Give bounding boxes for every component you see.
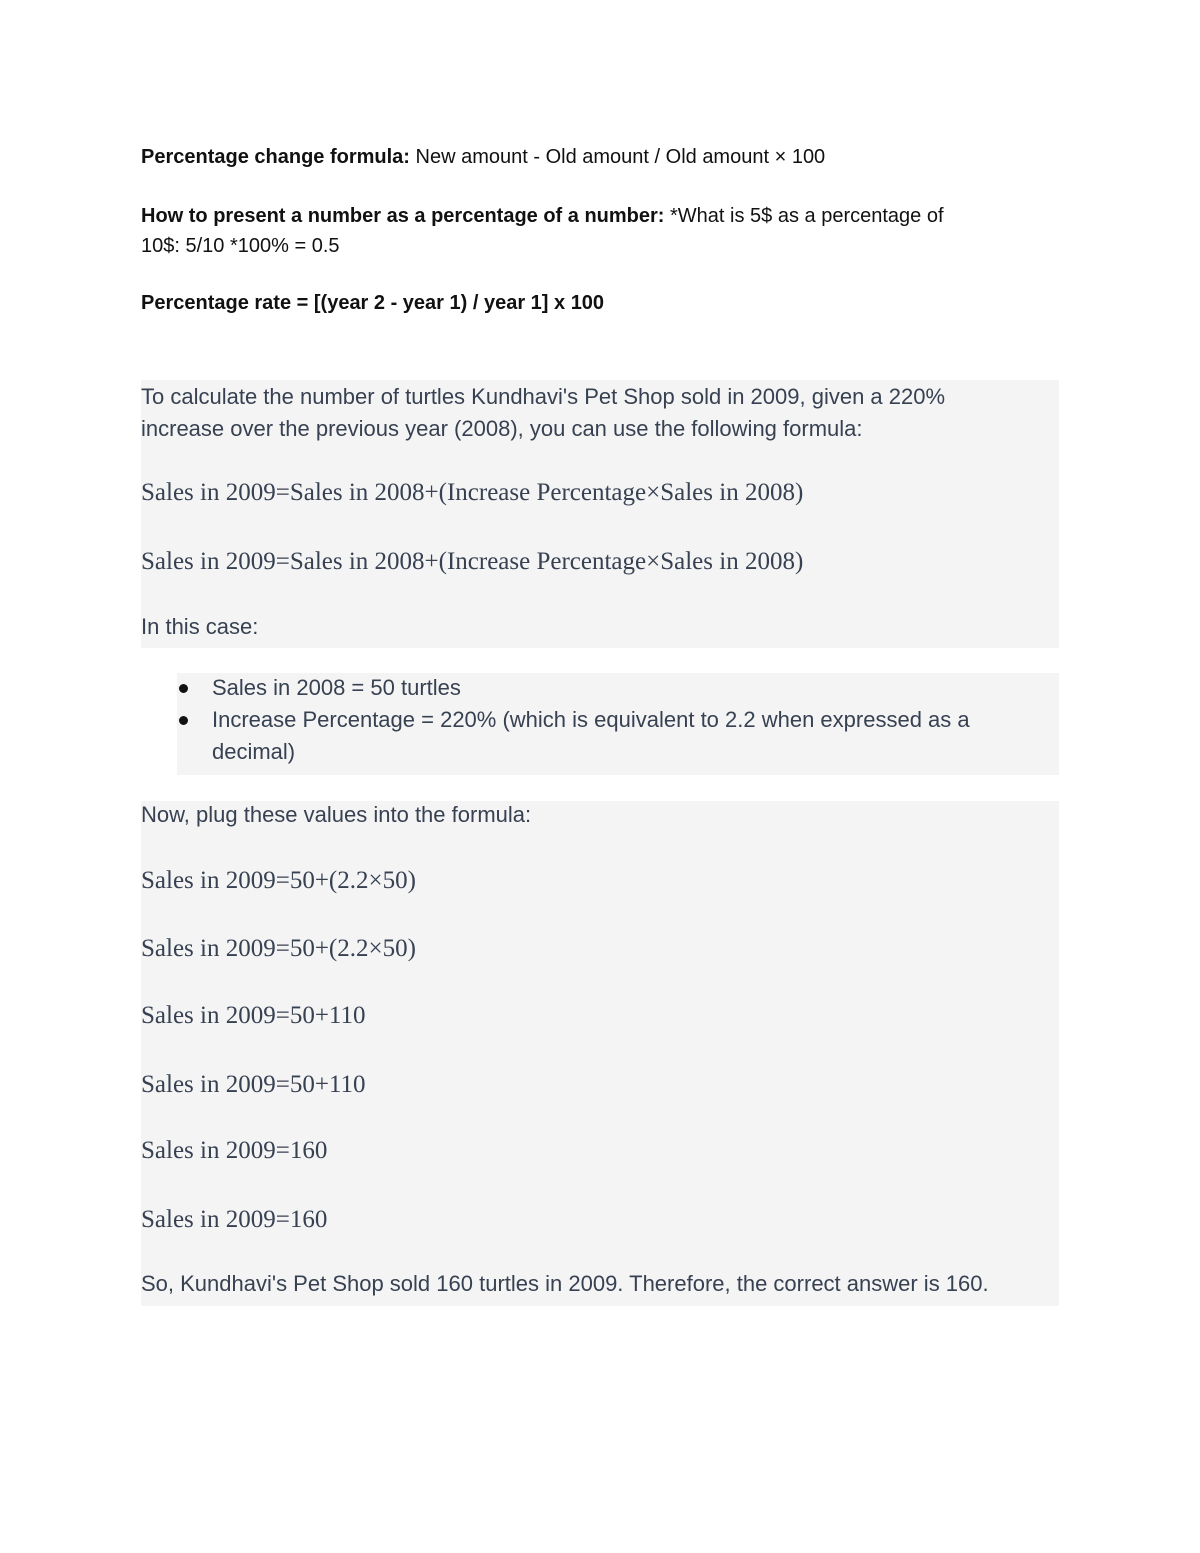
- conclusion: So, Kundhavi's Pet Shop sold 160 turtles in 2009. Therefore, the correct answer is 160.: [141, 1271, 989, 1296]
- present-percentage-note-cont: [141, 231, 1066, 261]
- list-item-text: Increase Percentage = 220% (which is equivalent to 2.2 when expressed as a decimal): [212, 707, 970, 764]
- bullet-icon: [179, 716, 188, 725]
- formula-step-2: Sales in 2009=50+(2.2×50): [141, 935, 416, 962]
- formula-step-5: Sales in 2009=160: [141, 1137, 328, 1164]
- present-percentage-text-2: 10$: 5/10 *100% = 0.5: [141, 235, 340, 257]
- percentage-change-note: [141, 142, 1066, 172]
- formula-step-3: Sales in 2009=50+110: [141, 1002, 366, 1029]
- formula-step-4: Sales in 2009=50+110: [141, 1071, 366, 1098]
- percentage-change-text: New amount - Old amount / Old amount × 100: [409, 146, 826, 168]
- formula-general-2: Sales in 2009=Sales in 2008+(Increase Percentage×Sales in 2008): [141, 548, 804, 575]
- bullet-icon: [179, 684, 188, 693]
- present-percentage-text-1: *What is 5$ as a percentage of: [664, 205, 944, 227]
- list-item: [177, 672, 1037, 704]
- answer-intro-line-2: increase over the previous year (2008), you can use the following formula:: [141, 416, 863, 441]
- present-percentage-label: How to present a number as a percentage of a number:: [141, 205, 665, 227]
- answer-intro-line-1: To calculate the number of turtles Kundhavi's Pet Shop sold in 2009, given a 220%: [141, 384, 946, 409]
- percentage-change-label: Percentage change formula:: [141, 146, 410, 168]
- formula-step-1: Sales in 2009=50+(2.2×50): [141, 867, 416, 894]
- formula-step-6: Sales in 2009=160: [141, 1206, 328, 1233]
- plug-label: Now, plug these values into the formula:: [141, 802, 532, 827]
- values-list: [177, 672, 1037, 768]
- case-label: In this case:: [141, 614, 259, 639]
- list-item-text: Sales in 2008 = 50 turtles: [212, 675, 461, 700]
- formula-general-1: Sales in 2009=Sales in 2008+(Increase Percentage×Sales in 2008): [141, 479, 804, 506]
- list-item: [177, 704, 1037, 768]
- percentage-rate-note: [141, 288, 1066, 318]
- percentage-rate-text: Percentage rate = [(year 2 - year 1) / year 1] x 100: [141, 292, 605, 314]
- present-percentage-note: [141, 201, 1066, 231]
